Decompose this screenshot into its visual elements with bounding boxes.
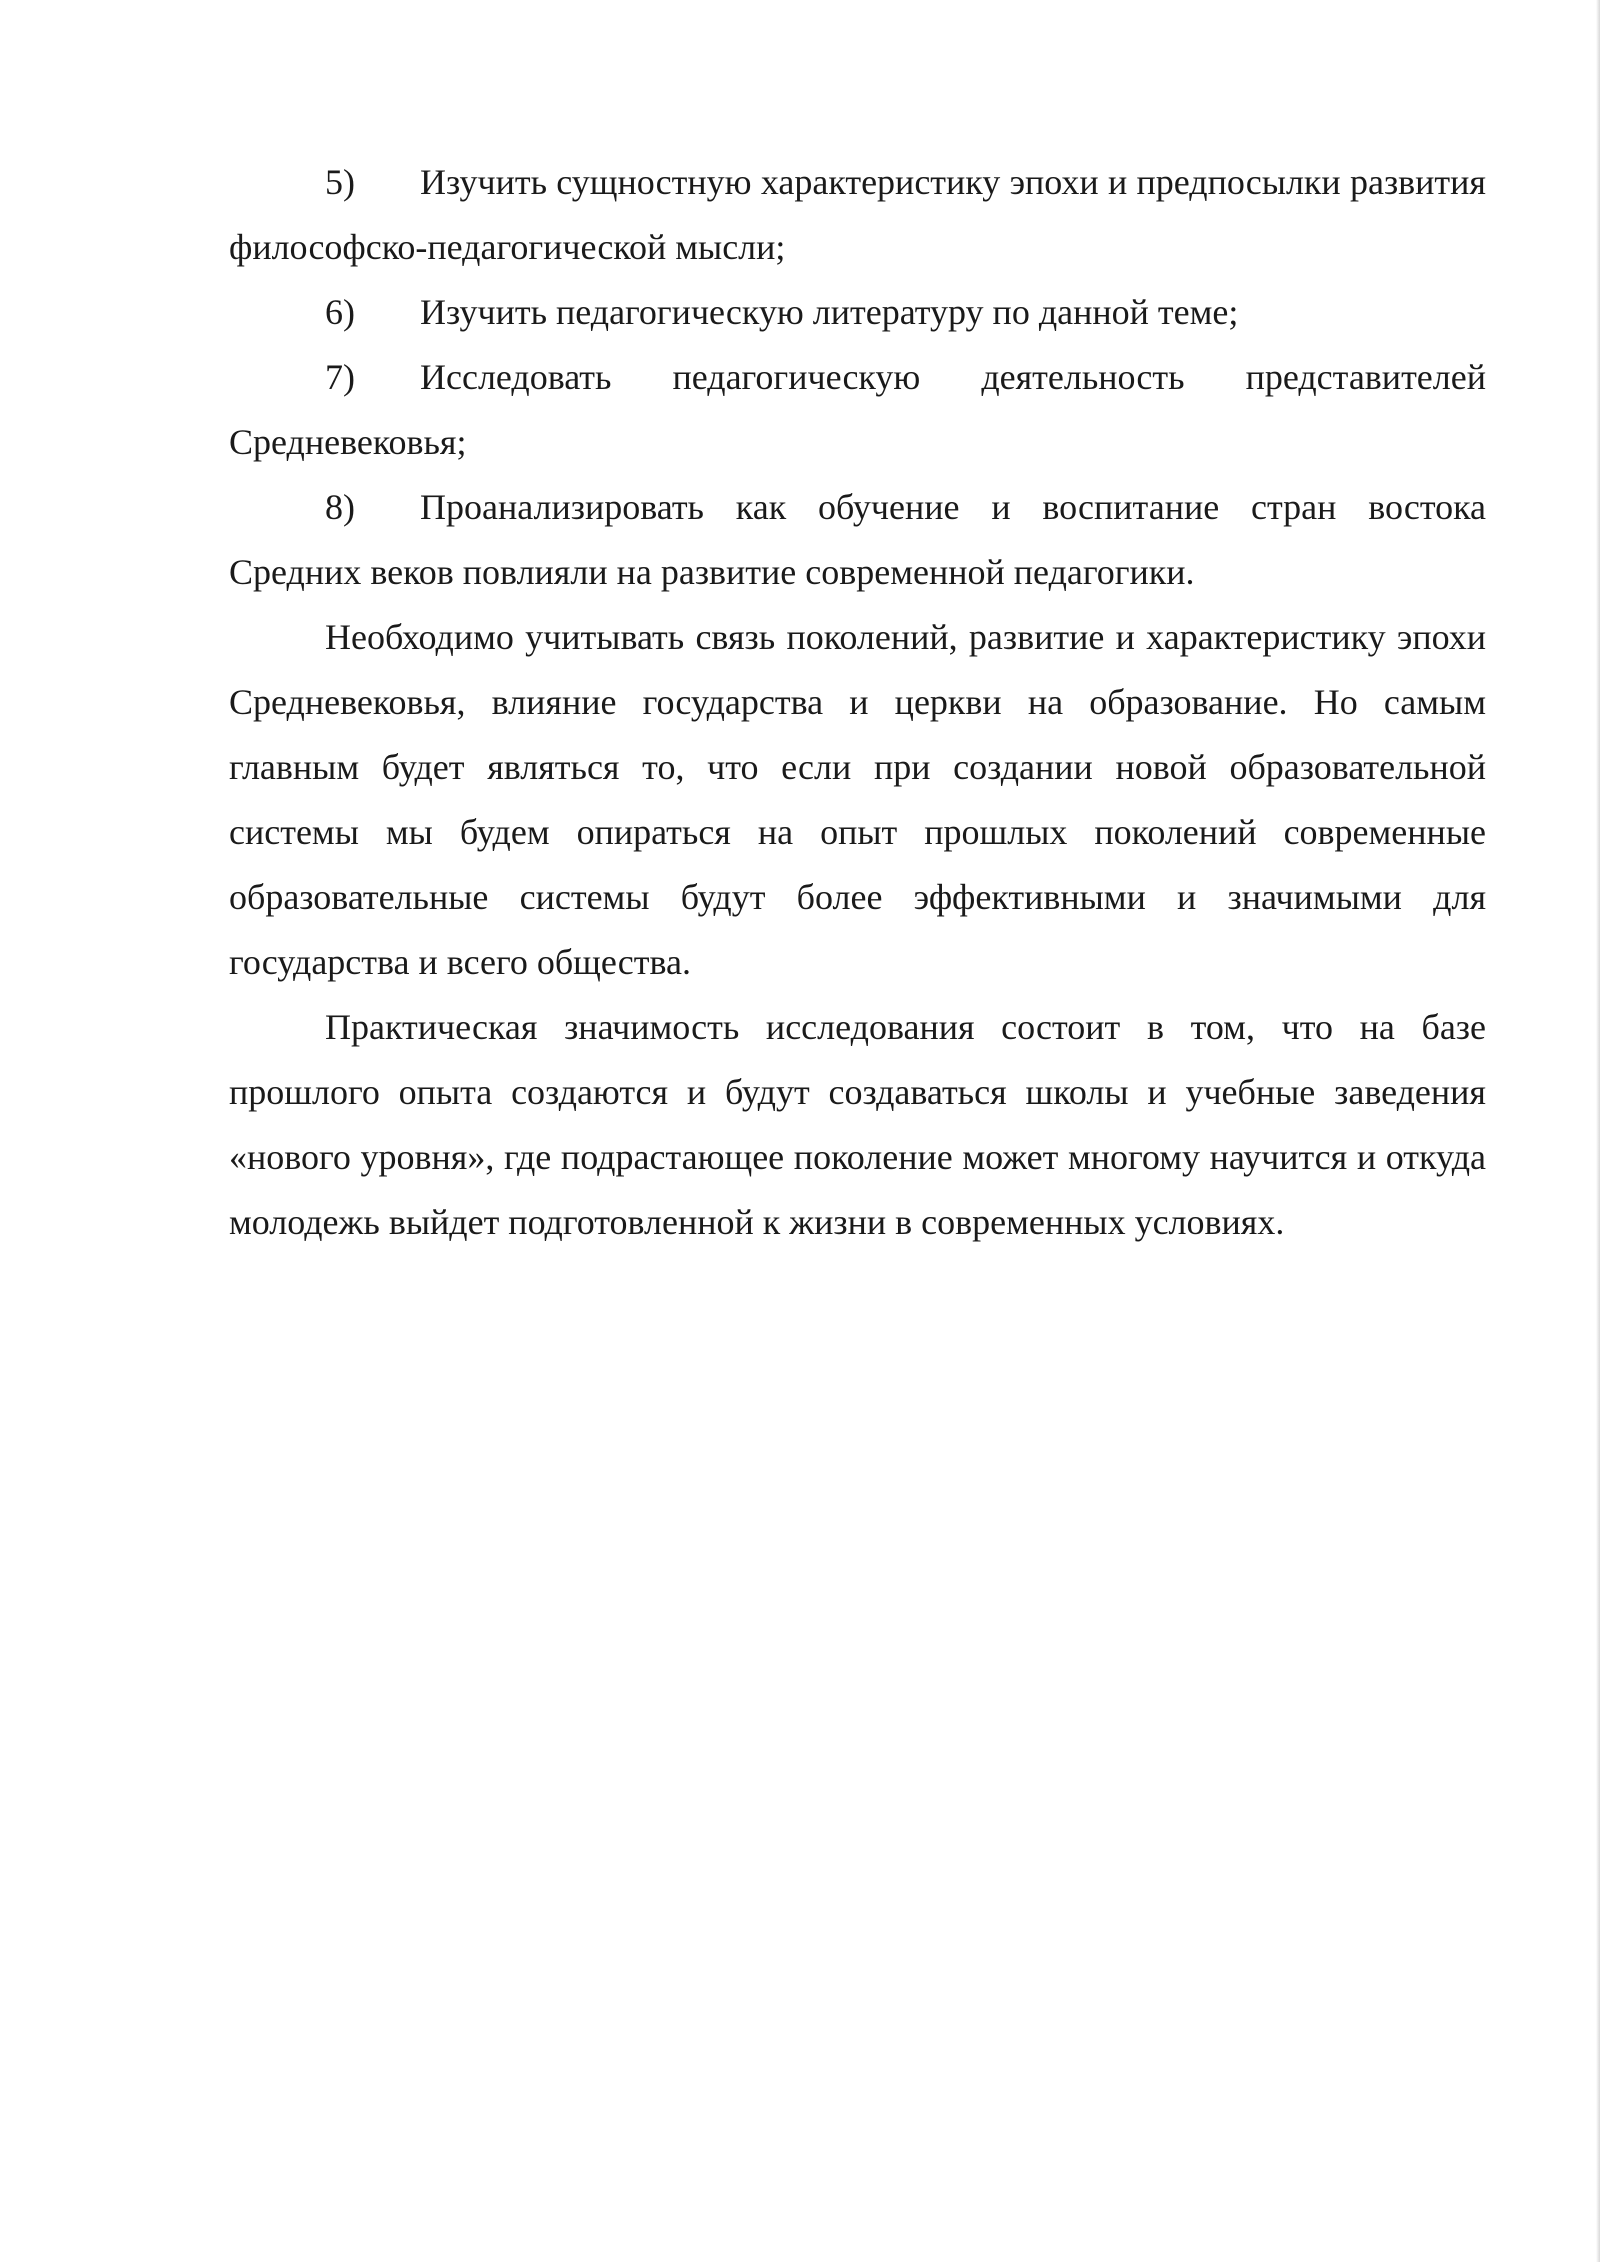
- list-item: [229, 280, 1486, 345]
- list-item-text: Изучить сущностную характеристику эпохи и предпосылки развития философско-педагогической мысли;: [229, 162, 1486, 267]
- list-item: [229, 150, 1486, 280]
- page-edge-shadow: [1596, 0, 1600, 2262]
- list-item: [229, 475, 1486, 605]
- list-item-number: 5): [325, 162, 355, 202]
- list-item-number: 7): [325, 357, 355, 397]
- list-item-text: Изучить педагогическую литературу по данной теме;: [420, 292, 1239, 332]
- page-content: [229, 150, 1486, 1255]
- list-item-number: 6): [325, 292, 355, 332]
- paragraph-generational-link: Необходимо учитывать связь поколений, развитие и характеристику эпохи Средневековья, влияние государства и церкви на образование. Но самым главным будет являться то, что если при создании новой образовательной системы мы будем опираться на опыт прошлых поколений современные образовательные системы будут более эффективными и значимыми для государства и всего общества.: [229, 617, 1486, 982]
- list-item-text: Исследовать педагогическую деятельность представителей Средневековья;: [229, 357, 1486, 462]
- list-item-text: Проанализировать как обучение и воспитание стран востока Средних веков повлияли на развитие современной педагогики.: [229, 487, 1486, 592]
- list-item: [229, 345, 1486, 475]
- list-item-number: 8): [325, 487, 355, 527]
- paragraph-practical-significance: Практическая значимость исследования состоит в том, что на базе прошлого опыта создаются и будут создаваться школы и учебные заведения «нового уровня», где подрастающее поколение может многому научится и откуда молодежь выйдет подготовленной к жизни в современных условиях.: [229, 1007, 1486, 1242]
